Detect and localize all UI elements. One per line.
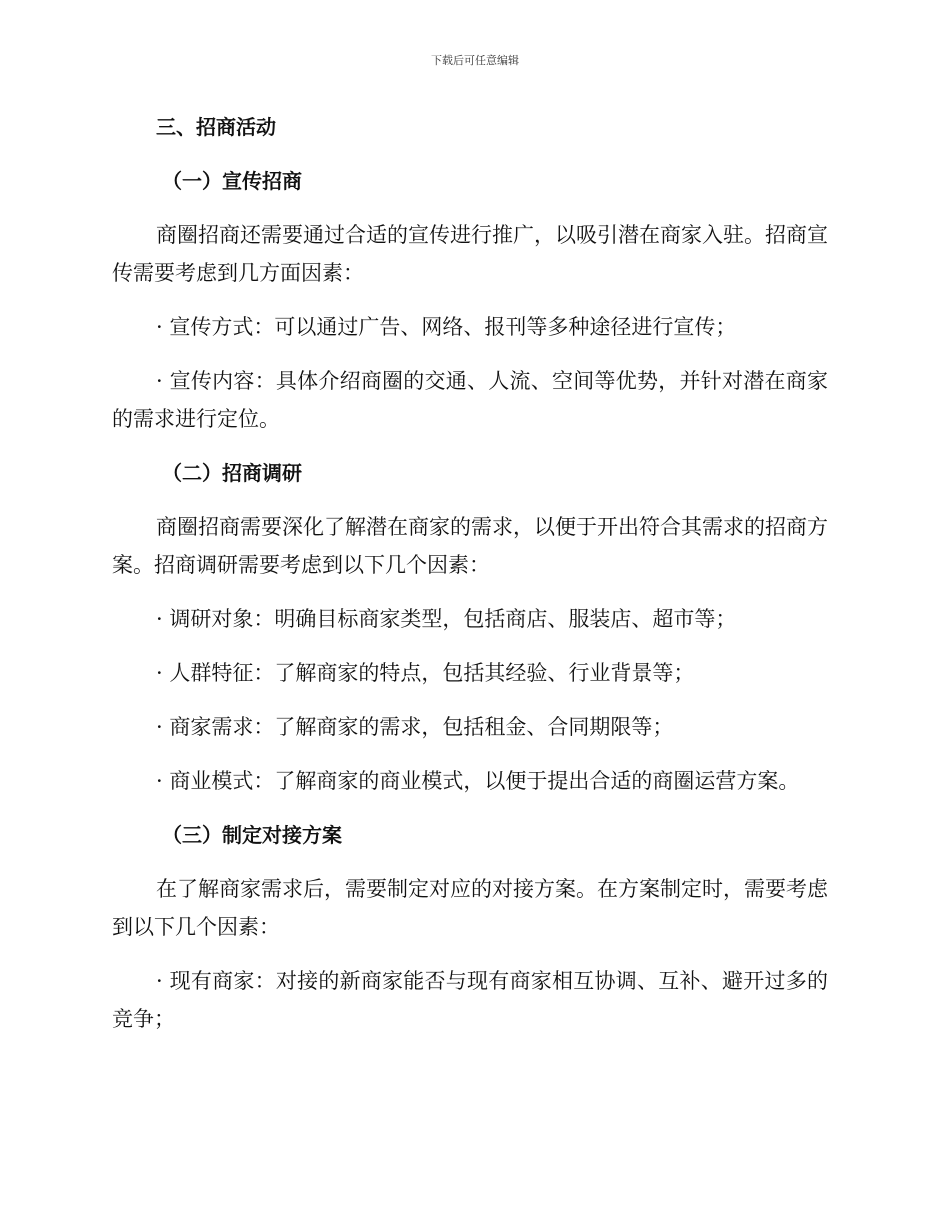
paragraph-plan-intro: 在了解商家需求后，需要制定对应的对接方案。在方案制定时，需要考虑到以下几个因素： [112,877,828,939]
bullet-promotion-method: · 宣传方式：可以通过广告、网络、报刊等多种途径进行宣传； [156,315,737,339]
bullet-research-profile: · 人群特征：了解商家的特点，包括其经验、行业背景等； [156,661,695,685]
document-body [112,108,828,1054]
page-header: 下载后可任意编辑 [431,54,519,67]
paragraph-research-intro: 商圈招商需要深化了解潜在商家的需求，以便于开出符合其需求的招商方案。招商调研需要考虑到以下几个因素： [112,515,828,577]
section-heading: 三、招商活动 [156,115,276,139]
subsection-heading-research: （二）招商调研 [162,461,302,485]
bullet-plan-existing-merchants: · 现有商家：对接的新商家能否与现有商家相互协调、互补、避开过多的竞争； [112,969,828,1031]
subsection-heading-promotion: （一）宣传招商 [162,169,302,193]
paragraph-promotion-intro: 商圈招商还需要通过合适的宣传进行推广，以吸引潜在商家入驻。招商宣传需要考虑到几方面因素： [112,223,828,285]
bullet-research-target: · 调研对象：明确目标商家类型，包括商店、服装店、超市等； [156,607,737,631]
bullet-research-model: · 商业模式：了解商家的商业模式，以便于提出合适的商圈运营方案。 [156,769,800,793]
bullet-research-needs: · 商家需求：了解商家的需求，包括租金、合同期限等； [156,715,674,739]
subsection-heading-plan: （三）制定对接方案 [162,823,342,847]
bullet-promotion-content: · 宣传内容：具体介绍商圈的交通、人流、空间等优势，并针对潜在商家的需求进行定位。 [112,369,828,431]
